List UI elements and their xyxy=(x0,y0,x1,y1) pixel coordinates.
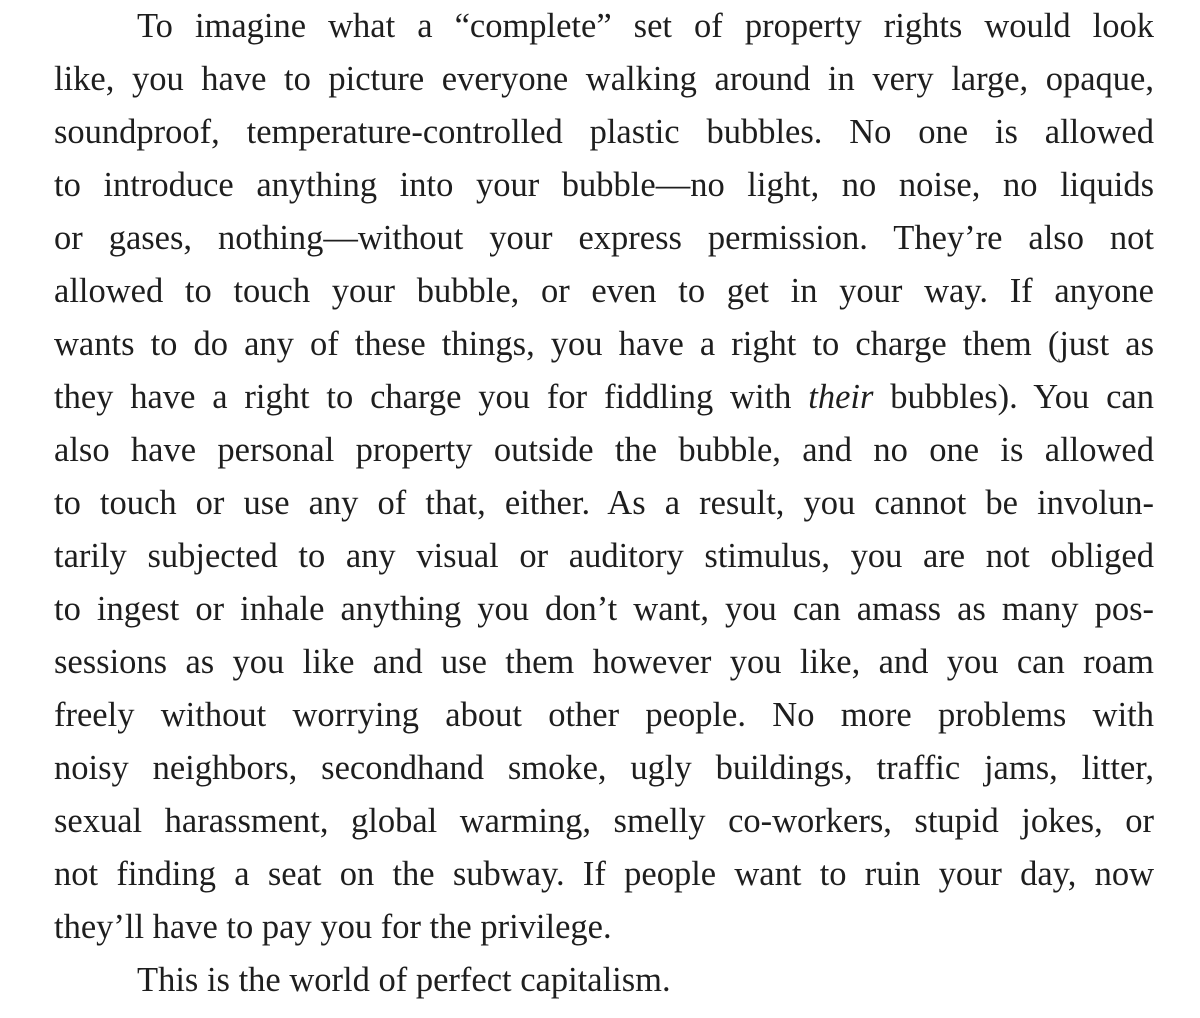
text-line: also have personal property outside the bubble, and no one is allowed xyxy=(54,431,1154,469)
text-segment: they have a right to charge you for fiddling with xyxy=(54,378,792,416)
text-line: to introduce anything into your bubble—no light, no noise, no liquids xyxy=(54,166,1154,204)
text-line: freely without worrying about other people. No more problems with xyxy=(54,696,1154,734)
text-line: allowed to touch your bubble, or even to get in your way. If anyone xyxy=(54,272,1154,310)
text-line: they’ll have to pay you for the privilege. xyxy=(54,908,612,946)
text-line: sessions as you like and use them however you like, and you can roam xyxy=(54,643,1154,681)
text-line: wants to do any of these things, you have a right to charge them (just as xyxy=(54,325,1154,363)
text-line: noisy neighbors, secondhand smoke, ugly buildings, traffic jams, litter, xyxy=(54,749,1154,787)
book-page xyxy=(54,0,1154,1018)
text-line: tarily subjected to any visual or auditory stimulus, you are not obliged xyxy=(54,537,1154,575)
text-segment: bubbles). You can xyxy=(873,378,1154,416)
text-line: soundproof, temperature-controlled plastic bubbles. No one is allowed xyxy=(54,113,1154,151)
text-line: to touch or use any of that, either. As a result, you cannot be involun- xyxy=(54,484,1154,522)
text-line: This is the world of perfect capitalism. xyxy=(137,961,671,999)
text-line: To imagine what a “complete” set of property rights would look xyxy=(137,7,1154,45)
text-line: not finding a seat on the subway. If people want to ruin your day, now xyxy=(54,855,1154,893)
text-line: like, you have to picture everyone walking around in very large, opaque, xyxy=(54,60,1154,98)
text-line: or gases, nothing—without your express permission. They’re also not xyxy=(54,219,1154,257)
text-line-with-italic xyxy=(54,371,1154,424)
text-line: sexual harassment, global warming, smelly co-workers, stupid jokes, or xyxy=(54,802,1154,840)
italic-word: their xyxy=(808,378,874,416)
text-line: to ingest or inhale anything you don’t want, you can amass as many pos- xyxy=(54,590,1154,628)
